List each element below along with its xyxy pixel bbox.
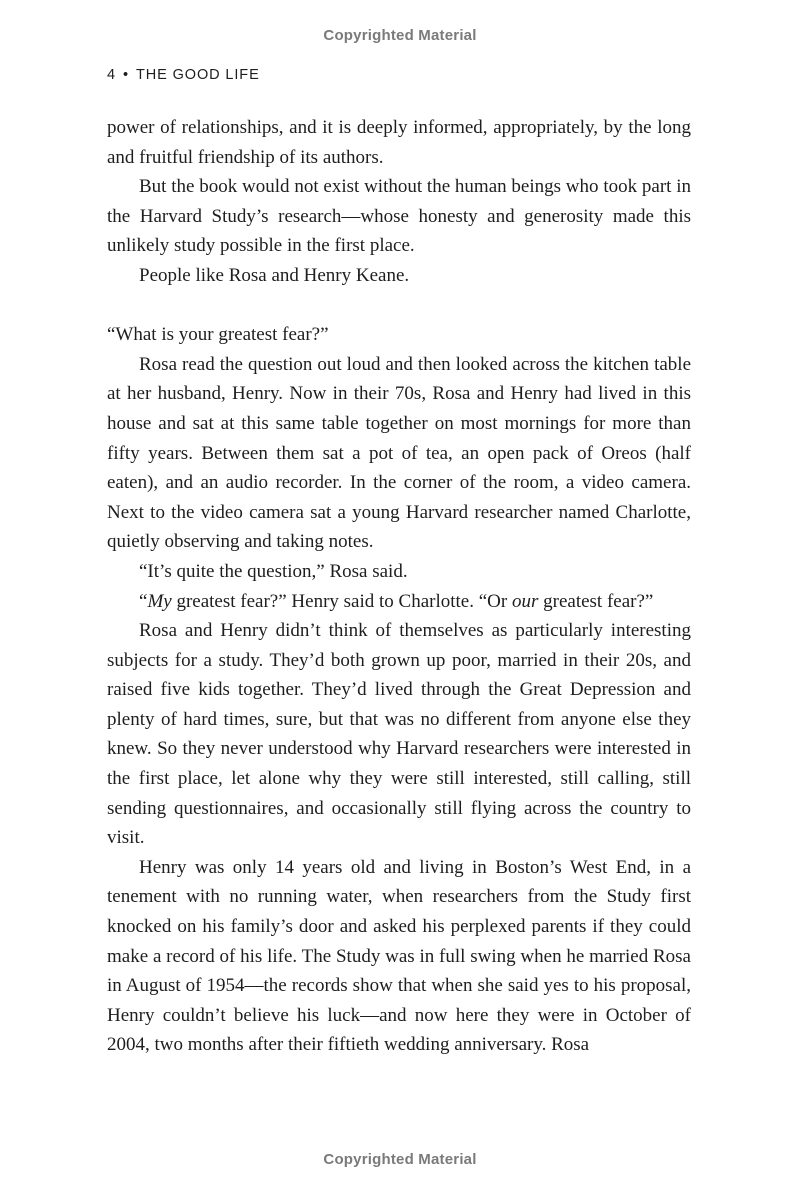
paragraph: “It’s quite the question,” Rosa said. [139,560,408,582]
emphasis-our: our [511,590,539,612]
paragraph [107,587,691,617]
paragraph: But the book would not exist without the human beings who took part in the Harvard Study’s research—whose honesty and generosity made this unlikely study possible in the first place. [107,176,691,257]
emphasis-my: My [147,590,172,612]
paragraph: Rosa read the question out loud and then looked across the kitchen table at her husband, Henry. Now in their 70s, Rosa and Henry had lived in this house and sat at this same table together on most mornings for more than fifty years. Between them sat a pot of tea, an open pack of Oreos (half eaten), and an audio recorder. In the corner of the room, a video camera. Next to the video camera sat a young Harvard researcher named Charlotte, quietly observing and taking notes. [107,353,691,553]
dialogue-text: greatest fear?” Henry said to Charlotte. “Or [171,590,512,612]
paragraph: Rosa and Henry didn’t think of themselves as particularly interesting subjects for a study. They’d both grown up poor, married in their 20s, and raised five kids together. They’d lived through the Great Depression and plenty of hard times, sure, but that was no different from anyone else they knew. So they never understood why Harvard researchers were interested in the first place, let alone why they were still interested, still calling, still sending questionnaires, and occasionally still flying across the country to visit. [107,620,691,849]
paragraph: Henry was only 14 years old and living in Boston’s West End, in a tenement with no running water, when researchers from the Study first knocked on his family’s door and asked his perplexed parents if they could make a record of his life. The Study was in full swing when he married Rosa in August of 1954—the records show that when she said yes to his proposal, Henry couldn’t believe his luck—and now here they were in October of 2004, two months after their fiftieth wedding anniversary. Rosa [107,856,691,1056]
paragraph: power of relationships, and it is deeply informed, appropriately, by the long and fruitful friendship of its authors. [107,117,691,168]
copyright-watermark-top: Copyrighted Material [323,27,477,44]
copyright-watermark-bottom: Copyrighted Material [323,1151,477,1168]
paragraph: “What is your greatest fear?” [107,324,329,346]
page-number: 4 [107,67,116,83]
bullet-separator: • [122,67,129,83]
dialogue-text: greatest fear?” [538,590,654,612]
quote-open: “ [139,590,148,612]
running-head [107,67,260,83]
book-title: THE GOOD LIFE [135,67,260,83]
page-body [107,113,691,1060]
paragraph: People like Rosa and Henry Keane. [139,264,410,286]
